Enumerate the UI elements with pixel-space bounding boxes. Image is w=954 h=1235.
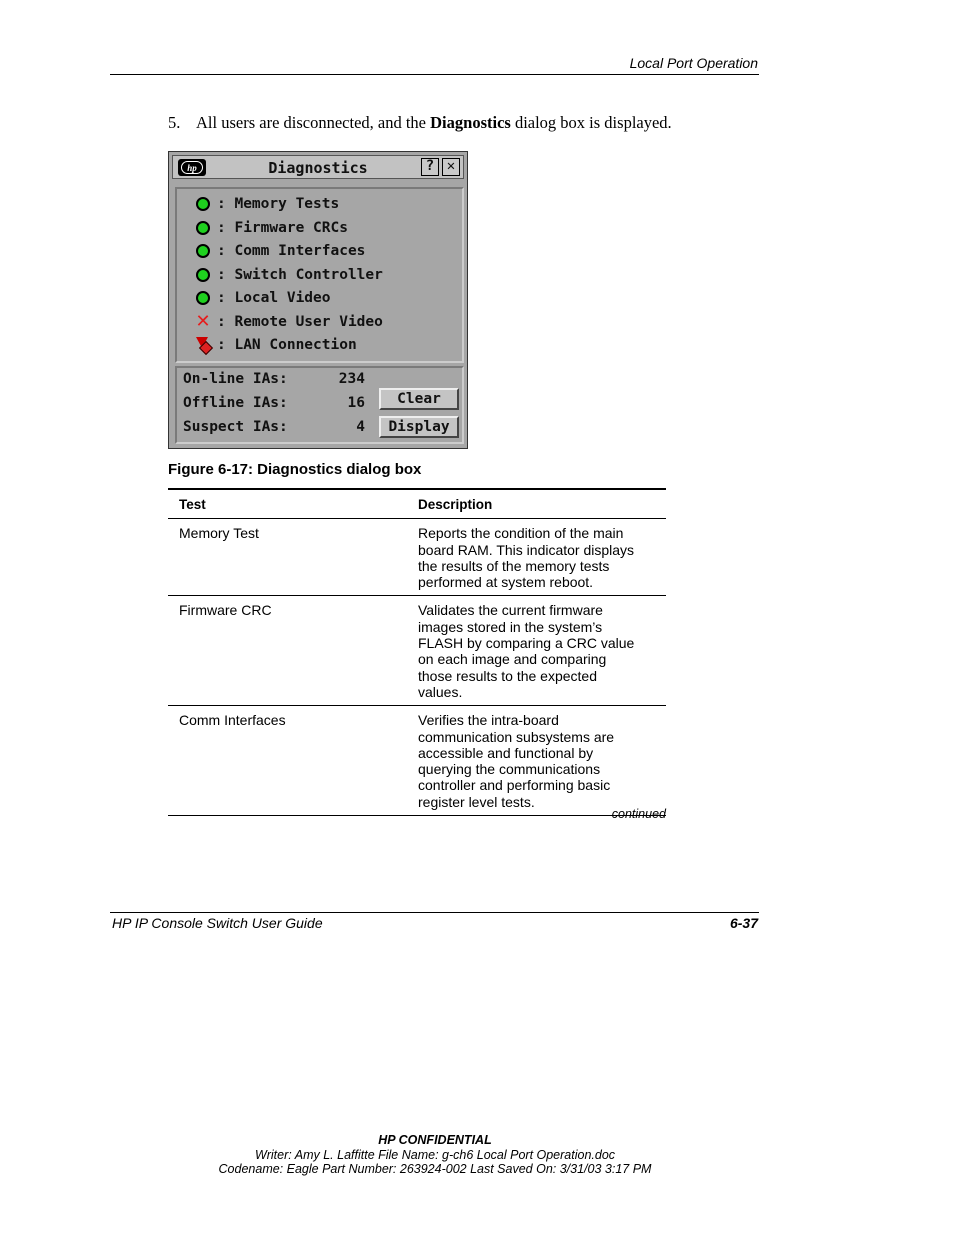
figure-caption: Figure 6-17: Diagnostics dialog box	[168, 461, 422, 478]
description-line: FLASH by comparing a CRC value	[418, 635, 635, 652]
description-line: Reports the condition of the main	[418, 525, 624, 542]
table-row	[168, 706, 666, 815]
description-line: those results to the expected	[418, 667, 597, 684]
description-line: Validates the current firmware	[418, 602, 603, 619]
description-line: values.	[418, 683, 463, 700]
test-label: : Firmware CRCs	[217, 220, 348, 236]
description-line: querying the communications	[418, 761, 601, 778]
header-test: Test	[179, 497, 206, 512]
footer-rule	[110, 912, 759, 913]
stat-online-value: 234	[338, 371, 365, 387]
row-test-name: Memory Test	[179, 525, 259, 542]
stats-panel	[175, 366, 464, 444]
test-label: : Switch Controller	[217, 267, 383, 283]
pass-indicator-icon	[195, 243, 211, 259]
running-header: Local Port Operation	[629, 55, 758, 71]
test-label: : Comm Interfaces	[217, 243, 366, 259]
stat-online-label: On-line IAs:	[183, 371, 288, 387]
clear-button[interactable]: Clear	[379, 388, 459, 410]
confidential-writer-line: Writer: Amy L. Laffitte File Name: g-ch6 Local Port Operation.doc	[254, 1148, 616, 1162]
test-label: : Remote User Video	[217, 314, 383, 330]
description-line: accessible and functional by	[418, 744, 594, 761]
description-line: communication subsystems are	[418, 728, 615, 745]
step-bold-term: Diagnostics	[430, 113, 511, 132]
test-label: : Local Video	[217, 290, 331, 306]
test-row-remote-video	[195, 311, 383, 333]
hp-logo-text: hp	[181, 161, 203, 174]
pass-indicator-icon	[195, 290, 211, 306]
stat-suspect-label: Suspect IAs:	[183, 419, 288, 435]
close-button[interactable]: ✕	[442, 158, 460, 176]
diagnostics-dialog	[168, 151, 468, 449]
description-line: controller and performing basic	[418, 777, 611, 794]
stat-offline-value: 16	[347, 395, 365, 411]
description-line: the results of the memory tests	[418, 557, 610, 574]
test-row-firmware	[195, 217, 348, 239]
pass-indicator-icon	[195, 267, 211, 283]
description-line: Verifies the intra-board	[418, 712, 559, 729]
display-button[interactable]: Display	[379, 416, 459, 438]
table-header-row	[168, 490, 666, 518]
test-label: : Memory Tests	[217, 196, 340, 212]
confidential-codename-line: Codename: Eagle Part Number: 263924-002 Last Saved On: 3/31/03 3:17 PM	[218, 1162, 652, 1176]
header-rule	[110, 74, 759, 75]
test-row-local-video	[195, 287, 331, 309]
dialog-title-bar	[172, 155, 464, 179]
pass-indicator-icon	[195, 220, 211, 236]
fail-x-icon: ✕	[195, 311, 211, 332]
confidential-label: HP CONFIDENTIAL	[378, 1133, 492, 1147]
step-number: 5.	[168, 113, 181, 132]
test-row-lan	[195, 334, 357, 356]
description-line: register level tests.	[418, 793, 535, 810]
header-description: Description	[418, 497, 493, 512]
stat-suspect-value: 4	[356, 419, 365, 435]
row-description	[418, 525, 666, 590]
table-row	[168, 519, 666, 595]
footer-page-number: 6-37	[729, 915, 758, 931]
description-line: images stored in the system’s	[418, 618, 603, 635]
description-line: on each image and comparing	[418, 651, 607, 668]
diagnostics-table	[168, 488, 666, 816]
continued-note: continued	[611, 807, 666, 821]
row-description	[418, 712, 666, 810]
row-test-name: Comm Interfaces	[179, 712, 286, 729]
description-line: performed at system reboot.	[418, 574, 594, 591]
test-row-switch	[195, 264, 383, 286]
pass-indicator-icon	[195, 196, 211, 212]
step-text-before: All users are disconnected, and the	[196, 113, 431, 132]
help-button[interactable]: ?	[421, 158, 439, 176]
description-line: board RAM. This indicator displays	[418, 541, 635, 558]
warning-icon	[195, 337, 211, 353]
row-test-name: Firmware CRC	[179, 602, 272, 619]
test-label: : LAN Connection	[217, 337, 357, 353]
test-row-memory	[195, 193, 339, 215]
test-row-comm	[195, 240, 365, 262]
step-text-after: dialog box is displayed.	[510, 113, 672, 132]
test-results-panel	[175, 187, 464, 363]
stat-offline-label: Offline IAs:	[183, 395, 288, 411]
table-row	[168, 596, 666, 705]
step-5	[168, 113, 672, 133]
row-description	[418, 602, 666, 700]
footer-guide-title: HP IP Console Switch User Guide	[112, 915, 323, 931]
dialog-title: Diagnostics	[268, 159, 368, 177]
